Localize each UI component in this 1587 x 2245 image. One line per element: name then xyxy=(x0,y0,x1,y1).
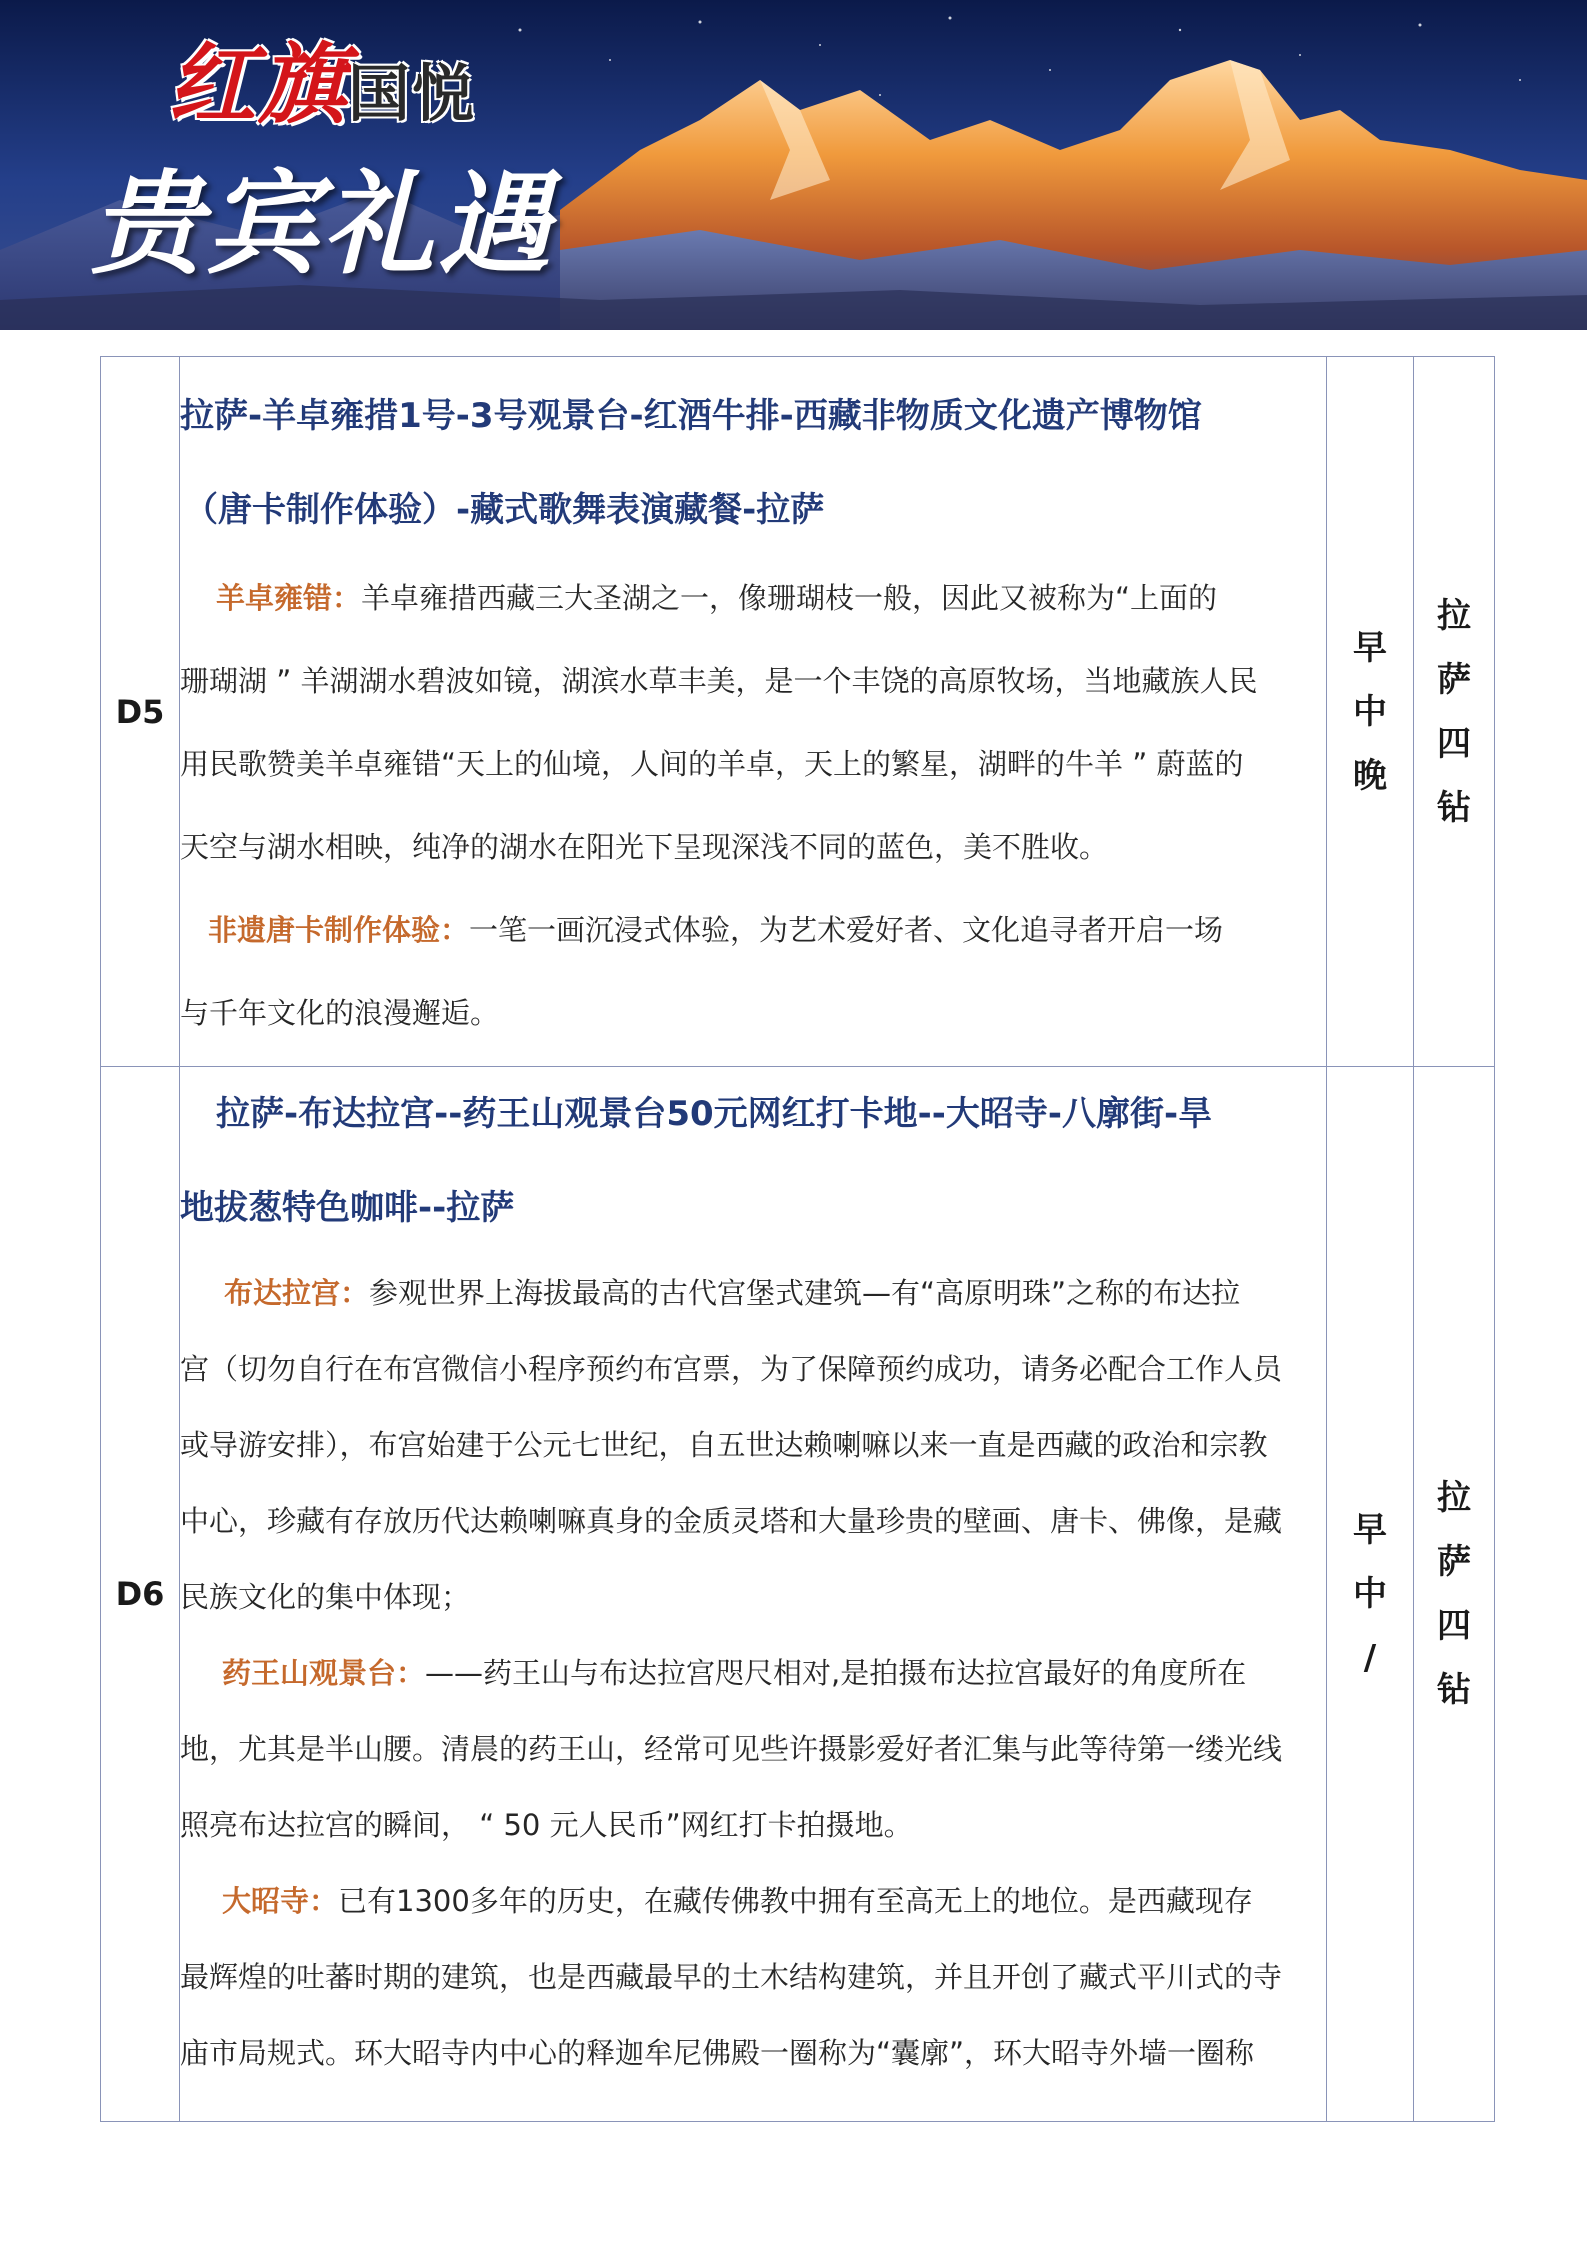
day-label: D5 xyxy=(101,357,180,1067)
route-title xyxy=(180,369,1316,557)
brand-dark-text: 国悦 xyxy=(348,57,477,130)
section-text: 地，尤其是半山腰。清晨的药王山，经常可见些许摄影爱好者汇集与此等待第一缕光线 xyxy=(180,1732,1283,1766)
meal-item: 中 xyxy=(1353,691,1387,732)
section-text: 庙市局规式。环大昭寺内中心的释迦牟尼佛殿一圈称为“囊廓”，环大昭寺外墙一圈称 xyxy=(180,2036,1255,2070)
hotel-char: 四 xyxy=(1437,1606,1471,1646)
route-line: （唐卡制作体验）-藏式歌舞表演藏餐-拉萨 xyxy=(184,489,825,530)
section-title: 羊卓雍错： xyxy=(216,580,362,615)
hotel-text xyxy=(1434,1466,1474,1722)
section-text: 宫（切勿自行在布宫微信小程序预约布宫票，为了保障预约成功，请务必配合工作人员 xyxy=(180,1352,1283,1386)
hotel-char: 钻 xyxy=(1437,1670,1471,1710)
section-text: 中心，珍藏有存放历代达赖喇嘛真身的金质灵塔和大量珍贵的壁画、唐卡、佛像，是藏 xyxy=(180,1504,1283,1538)
section-text: 羊卓雍措西藏三大圣湖之一，像珊瑚枝一般，因此又被称为“上面的 xyxy=(361,580,1218,615)
meals-list xyxy=(1350,616,1390,808)
section-title: 布达拉宫： xyxy=(224,1276,370,1310)
meal-item: / xyxy=(1363,1638,1377,1678)
section-text: 用民歌赞美羊卓雍错“天上的仙境，人间的羊卓，天上的繁星，湖畔的牛羊 ” 蔚蓝的 xyxy=(180,746,1244,781)
section-paragraph xyxy=(180,1255,1326,1635)
section-text: 一笔一画沉浸式体验，为艺术爱好者、文化追寻者开启一场 xyxy=(469,912,1224,947)
hotel-cell xyxy=(1414,1067,1495,2122)
day-content xyxy=(180,1067,1327,2122)
section-text: 珊瑚湖 ” 羊湖湖水碧波如镜，湖滨水草丰美，是一个丰饶的高原牧场，当地藏族人民 xyxy=(180,663,1258,698)
section-text: 照亮布达拉宫的瞬间， “ 50 元人民币”网红打卡拍摄地。 xyxy=(180,1808,913,1842)
meal-item: 晚 xyxy=(1353,755,1387,796)
section-title: 大昭寺： xyxy=(222,1884,339,1918)
hotel-cell xyxy=(1414,357,1495,1067)
section-text: 或导游安排），布宫始建于公元七世纪，自五世达赖喇嘛以来一直是西藏的政治和宗教 xyxy=(180,1428,1268,1462)
section-text: 与千年文化的浪漫邂逅。 xyxy=(180,995,500,1030)
meal-item: 早 xyxy=(1353,1510,1387,1550)
day-label: D6 xyxy=(101,1067,180,2122)
section-title: 非遗唐卡制作体验： xyxy=(208,912,470,947)
section-paragraph xyxy=(180,889,1316,1055)
meals-list xyxy=(1350,1498,1390,1690)
meal-item: 早 xyxy=(1353,627,1387,668)
hotel-char: 拉 xyxy=(1437,595,1471,636)
section-text: 已有1300多年的历史，在藏传佛教中拥有至高无上的地位。是西藏现存 xyxy=(338,1884,1253,1918)
section-text: 最辉煌的吐蕃时期的建筑，也是西藏最早的土木结构建筑，并且开创了藏式平川式的寺 xyxy=(180,1960,1283,1994)
meal-item: 中 xyxy=(1353,1574,1387,1614)
route-line: 拉萨-布达拉宫--药王山观景台50元网红打卡地--大昭寺-八廓街-旱 xyxy=(216,1094,1213,1134)
day-content xyxy=(180,357,1327,1067)
hotel-char: 萨 xyxy=(1437,1542,1471,1582)
route-line: 拉萨-羊卓雍措1号-3号观景台-红酒牛排-西藏非物质文化遗产博物馆 xyxy=(180,395,1202,436)
brand-logo-top xyxy=(168,34,476,144)
itinerary-row-d6 xyxy=(101,1067,1495,2122)
section-paragraph xyxy=(180,1635,1326,1863)
hotel-char: 萨 xyxy=(1437,659,1471,700)
meals-cell xyxy=(1327,357,1414,1067)
section-paragraph xyxy=(180,1863,1326,2091)
section-title: 药王山观景台： xyxy=(222,1656,426,1690)
route-title xyxy=(180,1067,1326,1255)
meals-cell xyxy=(1327,1067,1414,2122)
itinerary-table xyxy=(100,356,1495,2122)
route-line: 地拔葱特色咖啡--拉萨 xyxy=(180,1188,515,1228)
section-text: 参观世界上海拔最高的古代宫堡式建筑—有“高原明珠”之称的布达拉 xyxy=(369,1276,1241,1310)
section-text: ——药王山与布达拉宫咫尺相对,是拍摄布达拉宫最好的角度所在 xyxy=(425,1656,1247,1690)
brand-logo-bottom: 贵宾礼遇 xyxy=(90,159,554,290)
section-text: 天空与湖水相映，纯净的湖水在阳光下呈现深浅不同的蓝色，美不胜收。 xyxy=(180,829,1109,864)
itinerary-row-d5 xyxy=(101,357,1495,1067)
hotel-text xyxy=(1434,584,1474,840)
section-text: 民族文化的集中体现； xyxy=(180,1580,471,1614)
hotel-char: 四 xyxy=(1437,723,1471,764)
header-banner xyxy=(0,0,1587,330)
hotel-char: 钻 xyxy=(1437,787,1471,828)
hotel-char: 拉 xyxy=(1437,1478,1471,1518)
brand-red-text: 红旗 xyxy=(168,32,349,136)
section-paragraph xyxy=(180,557,1316,889)
